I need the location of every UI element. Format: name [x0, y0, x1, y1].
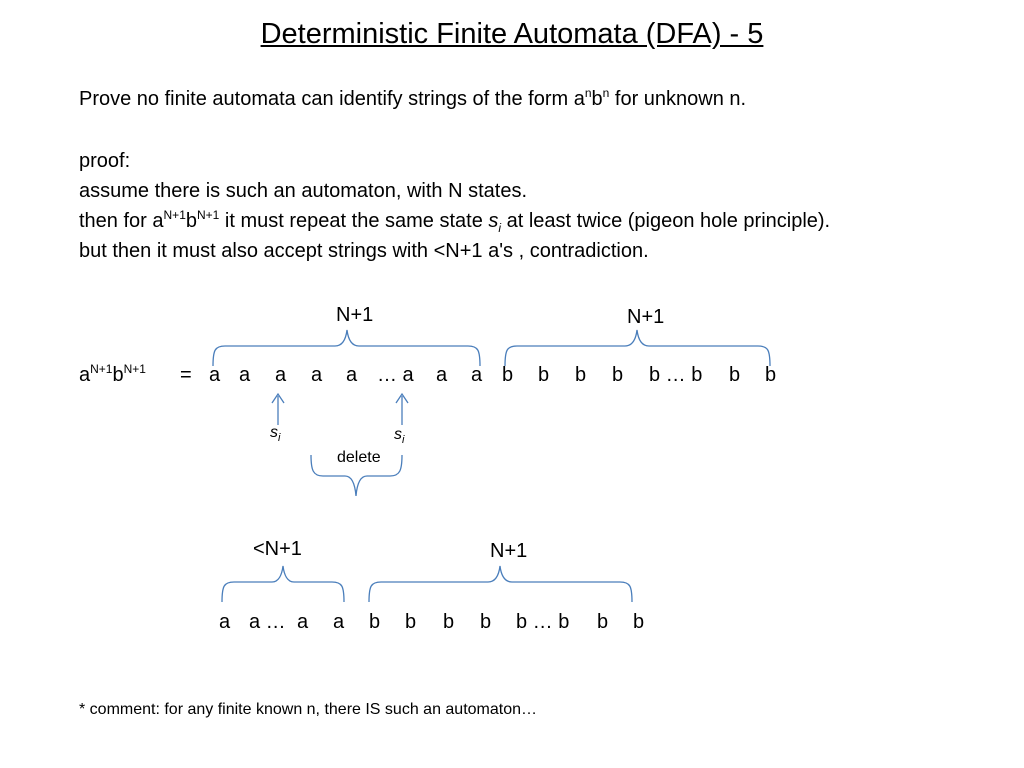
top-seq-9: b [538, 364, 550, 386]
top-a-count-label: N+1 [336, 304, 374, 326]
top-seq-12: b … b [649, 364, 703, 386]
slide-title: Deterministic Finite Automata (DFA) - 5 [260, 18, 764, 50]
top-a-brace [213, 330, 480, 366]
bottom-seq-3: a [333, 611, 345, 633]
delete-label: delete [337, 449, 381, 466]
lhs-expression: $a^{N+1}b^{N+1}$ [79, 362, 146, 386]
bottom-b-brace [369, 566, 632, 602]
top-seq-11: b [612, 364, 624, 386]
state-label-left: $s_i$ [270, 424, 281, 445]
bottom-seq-4: b [369, 611, 381, 633]
problem-statement: Prove no finite automata can identify strings of the form $a^nb^n$ for unknown n. [79, 86, 747, 110]
bottom-seq-7: b [480, 611, 492, 633]
top-b-count-label: N+1 [627, 306, 665, 328]
top-seq-10: b [575, 364, 587, 386]
bottom-seq-1: a … [249, 611, 286, 633]
top-seq-14: b [765, 364, 777, 386]
top-seq-13: b [729, 364, 741, 386]
top-seq-4: a [346, 364, 358, 386]
bottom-seq-9: b [597, 611, 609, 633]
proof-line-1: assume there is such an automaton, with N states. [79, 180, 527, 202]
equals-sign: = [180, 364, 192, 386]
bottom-b-count-label: N+1 [490, 540, 528, 562]
proof-line-2: then for $a^{N+1}b^{N+1}$ it must repeat the same state $s_i$ at least twice (pigeon hole principle). [79, 208, 831, 235]
top-seq-7: a [471, 364, 483, 386]
top-seq-6: a [436, 364, 448, 386]
bottom-seq-0: a [219, 611, 231, 633]
proof-line-3: but then it must also accept strings with <N+1 a's , contradiction. [79, 240, 649, 262]
bottom-seq-6: b [443, 611, 455, 633]
proof-heading: proof: [79, 150, 131, 172]
top-seq-2: a [275, 364, 287, 386]
bottom-a-brace [222, 566, 344, 602]
state-label-right: $s_i$ [394, 426, 405, 447]
bottom-seq-10: b [633, 611, 645, 633]
bottom-a-count-label: <N+1 [253, 538, 302, 560]
top-seq-1: a [239, 364, 251, 386]
top-seq-0: a [209, 364, 221, 386]
bottom-seq-8: b … b [516, 611, 570, 633]
top-seq-8: b [502, 364, 514, 386]
top-seq-5: … a [377, 364, 414, 386]
top-b-brace [505, 330, 770, 366]
footnote-comment: * comment: for any finite known n, there IS such an automaton… [79, 701, 538, 718]
top-seq-3: a [311, 364, 323, 386]
bottom-seq-5: b [405, 611, 417, 633]
bottom-seq-2: a [297, 611, 309, 633]
